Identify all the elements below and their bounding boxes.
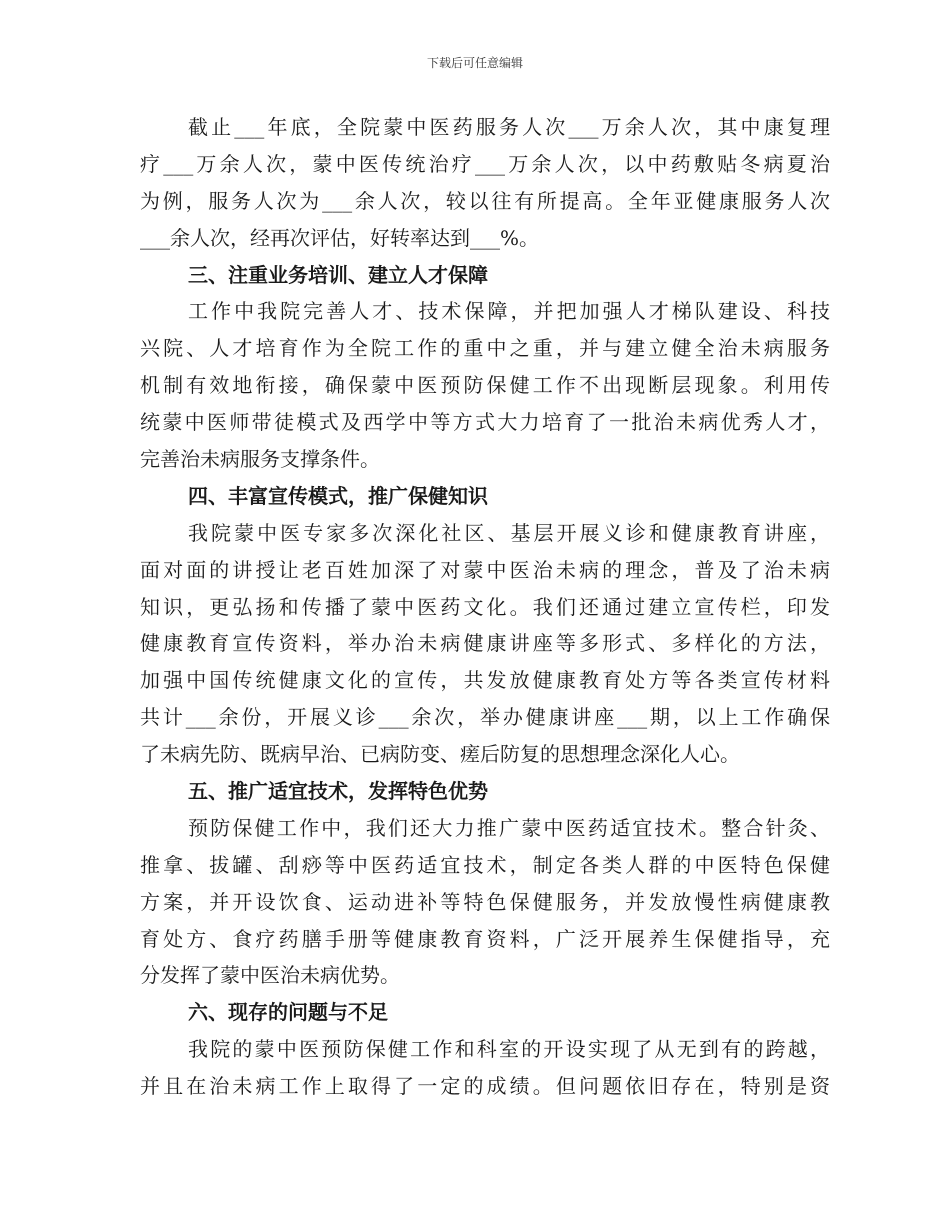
paragraph-line: 兴院、人才培育作为全院工作的重中之重，并与建立健全治未病服务: [140, 336, 830, 361]
section-heading: 三、注重业务培训、建立人才保障: [188, 262, 488, 287]
page-header-note: 下载后可任意编辑: [426, 56, 523, 70]
paragraph-line: 共计___余份，开展义诊___余次，举办健康讲座___期，以上工作确保: [140, 705, 830, 730]
paragraph-line: 工作中我院完善人才、技术保障，并把加强人才梯队建设、科技: [188, 299, 830, 324]
paragraph-line: 推拿、拔罐、刮痧等中医药适宜技术，制定各类人群的中医特色保健: [140, 852, 830, 877]
section-heading: 六、现存的问题与不足: [188, 1000, 388, 1025]
paragraph-line: 我院的蒙中医预防保健工作和科室的开设实现了从无到有的跨越，: [188, 1037, 830, 1062]
paragraph-line: 机制有效地衔接，确保蒙中医预防保健工作不出现断层现象。利用传: [140, 373, 830, 398]
paragraph-line: 加强中国传统健康文化的宣传，共发放健康教育处方等各类宣传材料: [140, 668, 830, 693]
paragraph-line: 知识，更弘扬和传播了蒙中医药文化。我们还通过建立宣传栏，印发: [140, 594, 830, 619]
paragraph-line: 育处方、食疗药膳手册等健康教育资料，广泛开展养生保健指导，充: [140, 926, 830, 951]
paragraph-line: 统蒙中医师带徒模式及西学中等方式大力培育了一批治未病优秀人才，: [140, 410, 830, 435]
paragraph-line: 并且在治未病工作上取得了一定的成绩。但问题依旧存在，特别是资: [140, 1074, 830, 1099]
paragraph-line: 面对面的讲授让老百姓加深了对蒙中医治未病的理念，普及了治未病: [140, 557, 830, 582]
document-body: [140, 109, 830, 1105]
paragraph-line: 疗___万余人次，蒙中医传统治疗___万余人次，以中药敷贴冬病夏治: [140, 151, 830, 176]
paragraph-line: 预防保健工作中，我们还大力推广蒙中医药适宜技术。整合针灸、: [188, 815, 830, 840]
section-heading: 四、丰富宣传模式，推广保健知识: [188, 483, 488, 508]
paragraph-line: 我院蒙中医专家多次深化社区、基层开展义诊和健康教育讲座，: [188, 520, 830, 545]
paragraph-line: 健康教育宣传资料，举办治未病健康讲座等多形式、多样化的方法，: [140, 631, 830, 656]
paragraph-line: 分发挥了蒙中医治未病优势。: [140, 963, 400, 988]
paragraph-line: 为例，服务人次为___余人次，较以往有所提高。全年亚健康服务人次: [140, 188, 830, 213]
section-heading: 五、推广适宜技术，发挥特色优势: [188, 779, 488, 804]
paragraph-line: 完善治未病服务支撑条件。: [140, 447, 380, 472]
paragraph-line: ___余人次，经再次评估，好转率达到___%。: [140, 225, 540, 250]
paragraph-line: 了未病先防、既病早治、已病防变、瘥后防复的思想理念深化人心。: [140, 742, 740, 767]
paragraph-line: 截止___年底，全院蒙中医药服务人次___万余人次，其中康复理: [188, 115, 830, 139]
paragraph-line: 方案，并开设饮食、运动进补等特色保健服务，并发放慢性病健康教: [140, 889, 830, 914]
